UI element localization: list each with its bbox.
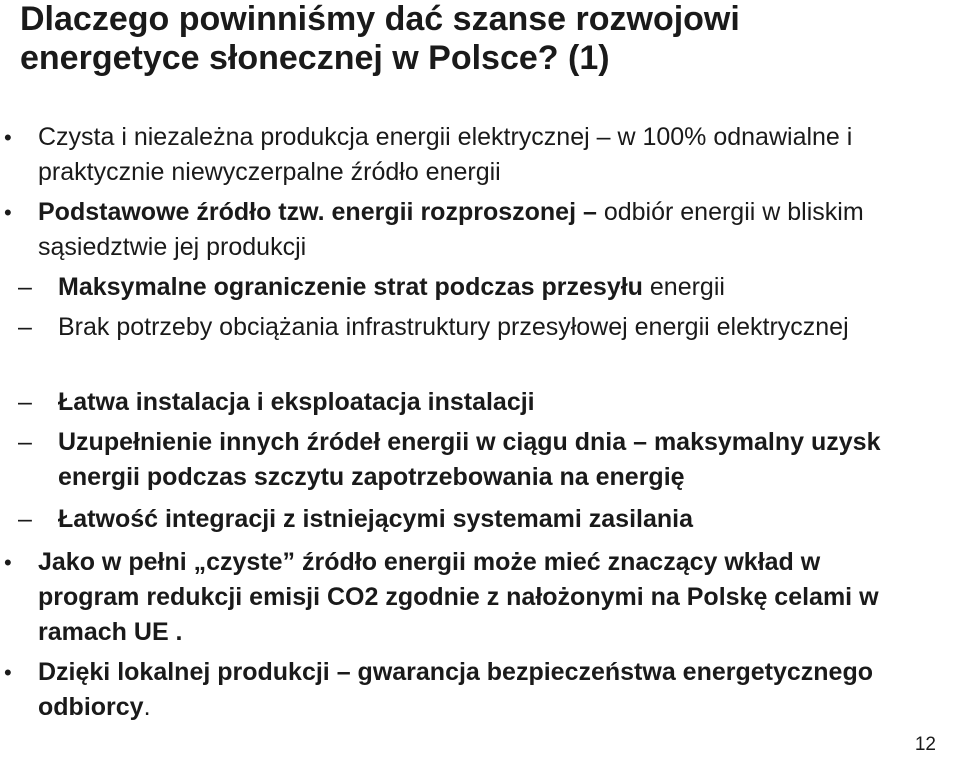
- title-line-2: energetyce słonecznej w Polsce? (1): [20, 39, 610, 77]
- dash-marker: –: [18, 313, 32, 341]
- sub-item-supplement: [18, 425, 918, 495]
- bullet-clean-energy: [4, 120, 924, 190]
- bullet-text: Czysta i niezależna produkcja energii elektrycznej – w 100% odnawialne i praktycznie niewyczerpalne źródło energii: [38, 123, 853, 186]
- bullet-text: [38, 655, 924, 725]
- dash-marker: –: [18, 273, 32, 301]
- page-number: 12: [914, 734, 936, 755]
- bullet-marker: •: [4, 550, 12, 575]
- sub-item-integration: [18, 502, 918, 537]
- bullet-normal-text: odbiór energii w bliskim sąsiedztwie jej produkcji: [38, 198, 864, 261]
- sub-item-text: Łatwa instalacja i eksploatacja instalacji: [58, 388, 535, 416]
- sub-item-infrastructure: [18, 310, 918, 345]
- sub-item-text: Brak potrzeby obciążania infrastruktury przesyłowej energii elektrycznej: [58, 313, 849, 341]
- bullet-marker: •: [4, 125, 12, 150]
- bullet-text: Jako w pełni „czyste” źródło energii może mieć znaczący wkład w program redukcji emisji CO2 zgodnie z nałożonymi na Polskę celami w ramach UE .: [38, 548, 879, 646]
- sub-item-bold-text: Maksymalne ograniczenie strat podczas przesyłu: [58, 273, 643, 301]
- dash-marker: –: [18, 505, 32, 533]
- sub-item-text: [58, 270, 918, 305]
- slide-title: [20, 0, 940, 78]
- bullet-marker: •: [4, 200, 12, 225]
- title-line-1: Dlaczego powinniśmy dać szanse rozwojowi: [20, 0, 740, 38]
- bullet-bold-text: Dzięki lokalnej produkcji – gwarancja bezpieczeństwa energetycznego odbiorcy: [38, 658, 873, 721]
- bullet-energy-security: [4, 655, 924, 725]
- bullet-bold-text: Podstawowe źródło tzw. energii rozproszonej –: [38, 198, 597, 226]
- sub-item-text: Uzupełnienie innych źródeł energii w ciągu dnia – maksymalny uzysk energii podczas szczytu zapotrzebowania na energię: [58, 428, 881, 491]
- bullet-distributed-energy: [4, 195, 924, 265]
- bullet-marker: •: [4, 660, 12, 685]
- bullet-normal-text: .: [143, 693, 151, 721]
- dash-marker: –: [18, 388, 32, 416]
- sub-item-easy-installation: [18, 385, 918, 420]
- sub-item-normal-text: energii: [642, 273, 725, 301]
- sub-item-loss-limit: [18, 270, 918, 305]
- dash-marker: –: [18, 428, 32, 456]
- sub-item-text: Łatwość integracji z istniejącymi systemami zasilania: [58, 505, 693, 533]
- bullet-text: [38, 195, 924, 265]
- bullet-emission-reduction: [4, 545, 924, 650]
